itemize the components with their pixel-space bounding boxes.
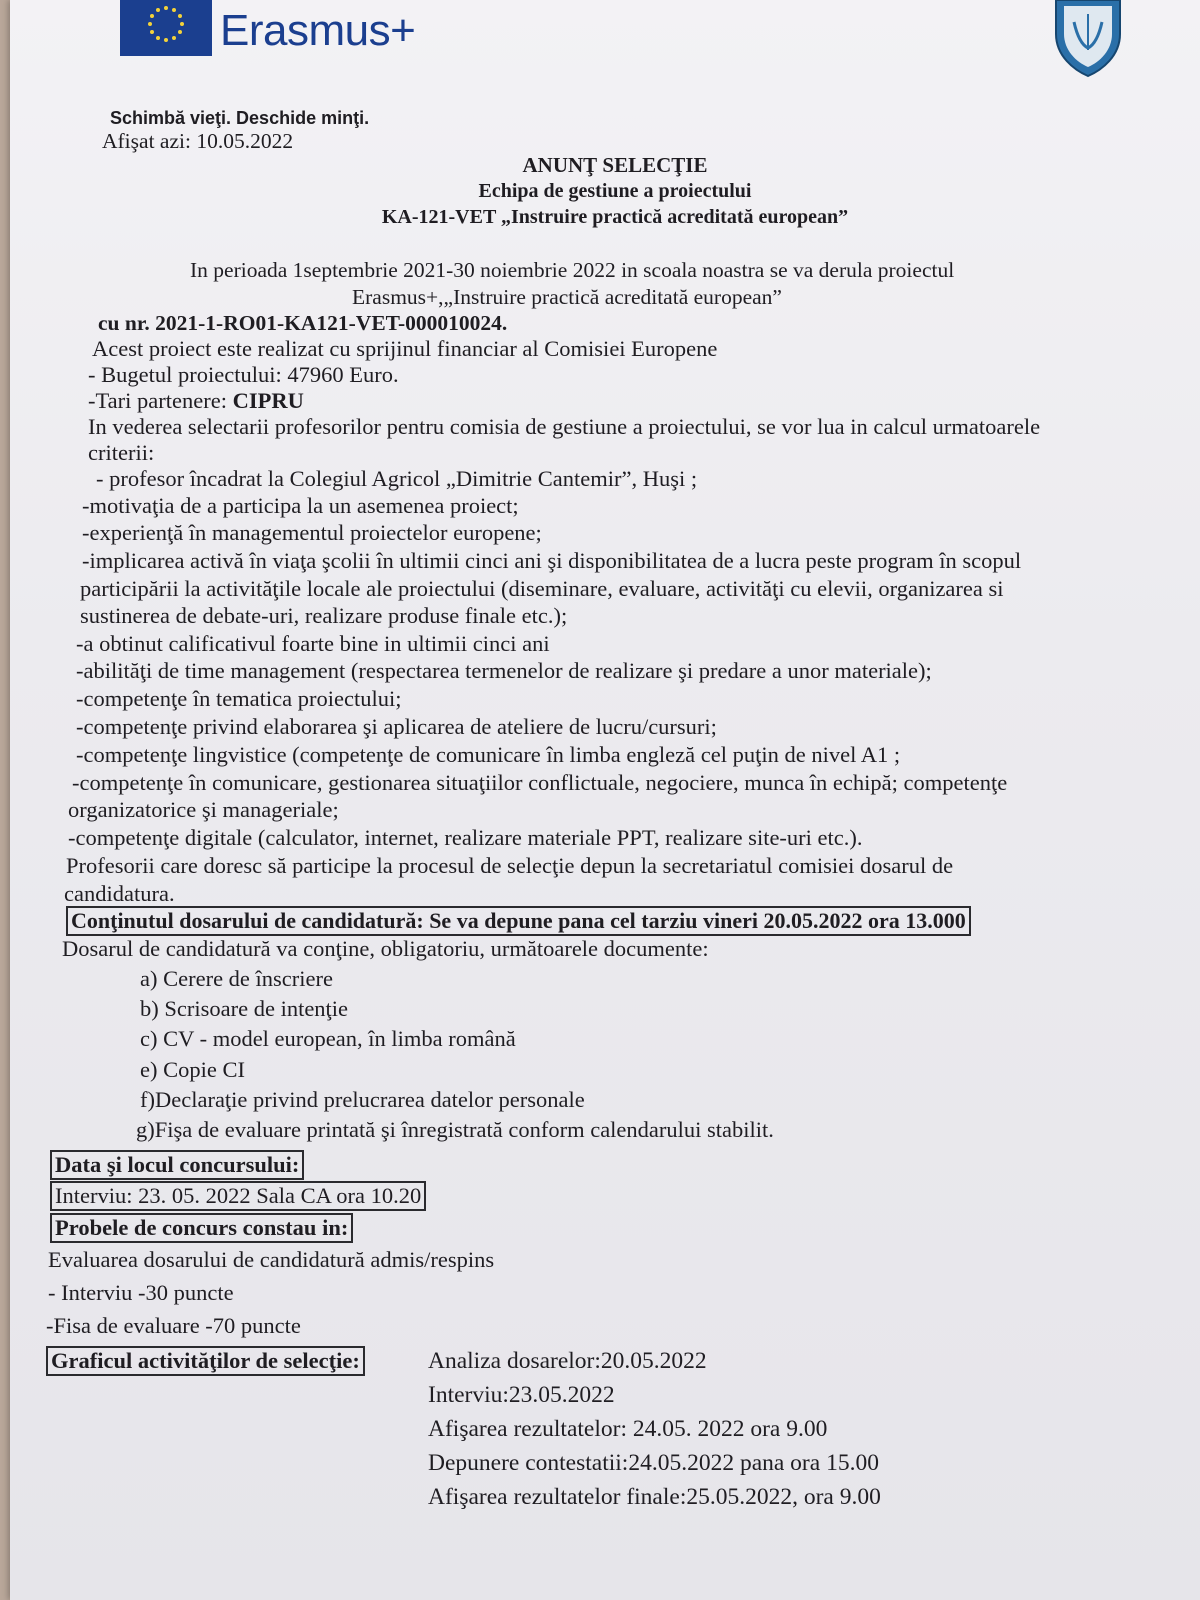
slogan: Schimbă vieţi. Deschide minţi. — [110, 108, 370, 128]
criteria-item: participării la activităţile locale ale proiectului (diseminare, evaluare, activităţi cu elevii, organizarea si — [80, 576, 1004, 601]
tests-heading: Probele de concurs constau in: — [50, 1213, 353, 1243]
dossier-item: c) CV - model european, în limba română — [140, 1026, 516, 1051]
posted-date: Afişat azi: 10.05.2022 — [102, 129, 294, 153]
document-page — [10, 0, 1200, 1600]
criteria-item: -experienţă în managementul proiectelor europene; — [82, 520, 542, 545]
dossier-item: b) Scrisoare de intenţie — [140, 996, 349, 1021]
criteria-item: -competenţe în tematica proiectului; — [76, 686, 402, 711]
intro-line-1: In perioada 1septembrie 2021-30 noiembrie 2022 in scoala noastra se va derula proiectul — [190, 258, 955, 282]
schedule-item: Afişarea rezultatelor: 24.05. 2022 ora 9.00 — [428, 1416, 828, 1442]
test-item: Evaluarea dosarului de candidatură admis/respins — [48, 1247, 495, 1272]
dossier-item: g)Fişa de evaluare printată şi înregistrată conform calendarului stabilit. — [136, 1117, 774, 1142]
contest-date-heading: Data şi locul concursului: — [50, 1150, 304, 1180]
criteria-item: -competenţe în comunicare, gestionarea situaţiilor conflictuale, negociere, munca în echipă; competenţe — [72, 770, 1008, 795]
criteria-item: -competenţe privind elaborarea şi aplicarea de ateliere de lucru/cursuri; — [76, 714, 717, 739]
partners — [88, 388, 304, 414]
intro-line-2: Erasmus+,„Instruire practică acreditată european” — [352, 285, 782, 309]
partners-value: CIPRU — [232, 388, 304, 413]
criteria-item: candidatura. — [64, 881, 175, 906]
schedule-item: Afişarea rezultatelor finale:25.05.2022, ora 9.00 — [428, 1484, 881, 1510]
interview-slot: Interviu: 23. 05. 2022 Sala CA ora 10.20 — [50, 1181, 426, 1211]
dossier-intro: Dosarul de candidatură va conţine, obligatoriu, următoarele documente: — [62, 936, 709, 961]
funding-note: Acest proiect este realizat cu sprijinul financiar al Comisiei Europene — [92, 336, 718, 361]
criteria-item: - profesor încadrat la Colegiul Agricol „Dimitrie Cantemir”, Huşi ; — [96, 466, 698, 491]
criteria-item: -motivaţia de a participa la un asemenea proiect; — [82, 493, 519, 518]
criteria-intro-line-2: criterii: — [88, 440, 155, 465]
dossier-item: f)Declaraţie privind prelucrarea datelor personale — [140, 1087, 585, 1112]
criteria-item: -competenţe lingvistice (competenţe de comunicare în limba engleză cel puţin de nivel A1 ; — [76, 742, 901, 767]
project-number: cu nr. 2021-1-RO01-KA121-VET-000010024. — [98, 311, 508, 335]
criteria-item: -implicarea activă în viaţa şcolii în ultimii cinci ani şi disponibilitatea de a lucra peste program în scopul — [82, 548, 1022, 573]
page-title: ANUNŢ SELECŢIE — [522, 153, 708, 177]
dossier-heading: Conţinutul dosarului de candidatură: Se va depune pana cel tarziu vineri 20.05.2022 ora 13.000 — [66, 906, 971, 936]
criteria-item: -a obtinut calificativul foarte bine in ultimii cinci ani — [76, 631, 550, 656]
criteria-item: sustinerea de debate-uri, realizare produse finale etc.); — [80, 603, 568, 628]
criteria-intro-line-1: In vederea selectarii profesorilor pentru comisia de gestiune a proiectului, se vor lua in calcul urmatoarele — [88, 414, 1041, 439]
budget: - Bugetul proiectului: 47960 Euro. — [88, 362, 399, 387]
test-item: - Interviu -30 puncte — [48, 1280, 234, 1305]
criteria-item: -abilităţi de time management (respectarea termenelor de realizare şi predare a unor materiale); — [76, 658, 932, 683]
page-subtitle: Echipa de gestiune a proiectului — [478, 180, 752, 202]
schedule-heading: Graficul activităţilor de selecţie: — [46, 1346, 365, 1376]
erasmus-logo-text: Erasmus+ — [220, 6, 416, 55]
test-item: -Fisa de evaluare -70 puncte — [46, 1313, 301, 1338]
schedule-item: Depunere contestatii:24.05.2022 pana ora 15.00 — [428, 1450, 879, 1476]
criteria-item: -competenţe digitale (calculator, internet, realizare materiale PPT, realizare site-uri etc.). — [68, 825, 863, 850]
eu-flag-logo — [120, 0, 212, 56]
schedule-item: Analiza dosarelor:20.05.2022 — [428, 1348, 707, 1374]
school-crest-icon — [1048, 0, 1128, 78]
criteria-item: organizatorice şi manageriale; — [68, 797, 339, 822]
schedule-item: Interviu:23.05.2022 — [428, 1382, 615, 1408]
criteria-item: Profesorii care doresc să participe la procesul de selecţie depun la secretariatul comisiei dosarul de — [66, 853, 954, 878]
dossier-item: e) Copie CI — [140, 1057, 245, 1082]
project-title: KA-121-VET „Instruire practică acreditată european” — [381, 206, 849, 228]
partners-label: -Tari partenere: — [88, 388, 233, 413]
dossier-item: a) Cerere de înscriere — [140, 966, 333, 991]
